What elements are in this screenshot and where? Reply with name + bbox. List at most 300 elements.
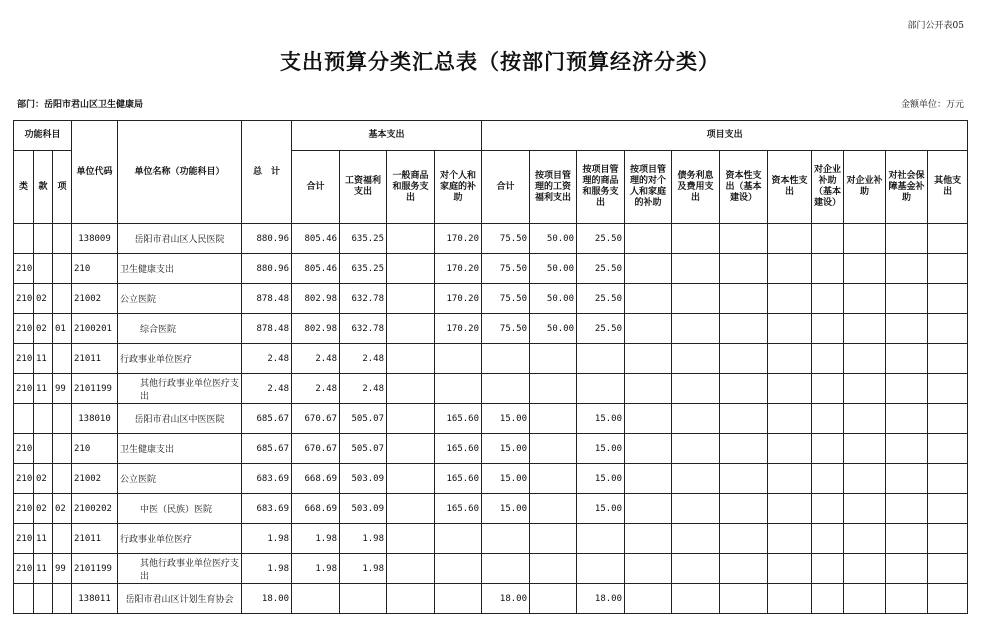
- cell-basic-sum: 802.98: [292, 284, 340, 314]
- cell-xiang: [53, 464, 72, 494]
- cell-xiang: [53, 584, 72, 614]
- cell-empty: [720, 464, 768, 494]
- cell-project-sum: [482, 374, 530, 404]
- cell-basic-sum: 1.98: [292, 554, 340, 584]
- cell-basic-sum: 2.48: [292, 344, 340, 374]
- cell-empty: [672, 434, 720, 464]
- amount-unit-label: 金额单位：万元: [900, 100, 964, 110]
- cell-lei: 210: [14, 494, 34, 524]
- cell-basic-wage: 1.98: [340, 554, 387, 584]
- cell-unit-name: 公立医院: [118, 284, 242, 314]
- header-unit-code: 单位代码: [72, 121, 118, 224]
- cell-empty: [928, 584, 968, 614]
- cell-empty: [720, 404, 768, 434]
- cell-empty: [928, 284, 968, 314]
- cell-xiang: [53, 434, 72, 464]
- cell-unit-code: 21011: [72, 344, 118, 374]
- header-kuan: 款: [34, 151, 53, 224]
- cell-unit-name: 其他行政事业单位医疗支出: [118, 554, 242, 584]
- form-number: 部门公开表05: [907, 21, 964, 31]
- cell-empty: [768, 494, 812, 524]
- cell-unit-name: 岳阳市君山区人民医院: [118, 224, 242, 254]
- cell-project-sum: [482, 524, 530, 554]
- cell-total: 683.69: [242, 494, 292, 524]
- cell-xiang: 02: [53, 494, 72, 524]
- cell-project-wage: [530, 584, 577, 614]
- cell-empty: [625, 584, 672, 614]
- cell-empty: [672, 554, 720, 584]
- cell-project-goods: [577, 344, 625, 374]
- cell-lei: 210: [14, 314, 34, 344]
- cell-empty: [812, 494, 844, 524]
- cell-kuan: 11: [34, 554, 53, 584]
- cell-basic-goods: [387, 314, 435, 344]
- cell-empty: [844, 554, 886, 584]
- cell-project-goods: 25.50: [577, 314, 625, 344]
- cell-total: 2.48: [242, 344, 292, 374]
- cell-project-goods: 25.50: [577, 254, 625, 284]
- cell-total: 2.48: [242, 374, 292, 404]
- table-row: [14, 284, 968, 314]
- table-body: [14, 224, 968, 614]
- cell-empty: [844, 254, 886, 284]
- cell-empty: [844, 374, 886, 404]
- cell-total: 880.96: [242, 224, 292, 254]
- cell-basic-family: [435, 584, 482, 614]
- cell-empty: [625, 374, 672, 404]
- cell-empty: [844, 584, 886, 614]
- cell-unit-code: 2100202: [72, 494, 118, 524]
- cell-basic-wage: [340, 584, 387, 614]
- cell-empty: [720, 554, 768, 584]
- cell-basic-wage: 632.78: [340, 314, 387, 344]
- cell-empty: [768, 464, 812, 494]
- cell-empty: [720, 224, 768, 254]
- cell-kuan: [34, 584, 53, 614]
- cell-xiang: [53, 254, 72, 284]
- cell-empty: [928, 494, 968, 524]
- cell-unit-code: 2100201: [72, 314, 118, 344]
- cell-empty: [844, 224, 886, 254]
- cell-basic-goods: [387, 404, 435, 434]
- header-project-enterprise: 对企业补助: [844, 151, 886, 224]
- cell-empty: [886, 224, 928, 254]
- header-project-family: 按项目管理的对个人和家庭的补助: [625, 151, 672, 224]
- cell-basic-wage: 1.98: [340, 524, 387, 554]
- cell-total: 685.67: [242, 434, 292, 464]
- cell-lei: [14, 404, 34, 434]
- cell-xiang: 01: [53, 314, 72, 344]
- table-row: [14, 434, 968, 464]
- cell-basic-wage: 2.48: [340, 344, 387, 374]
- cell-project-sum: 18.00: [482, 584, 530, 614]
- cell-xiang: [53, 344, 72, 374]
- cell-empty: [720, 254, 768, 284]
- cell-empty: [768, 434, 812, 464]
- cell-empty: [768, 524, 812, 554]
- cell-empty: [812, 224, 844, 254]
- header-project-debt: 债务利息及费用支出: [672, 151, 720, 224]
- cell-empty: [672, 344, 720, 374]
- cell-empty: [768, 344, 812, 374]
- cell-project-wage: [530, 404, 577, 434]
- cell-empty: [886, 464, 928, 494]
- cell-empty: [672, 584, 720, 614]
- cell-basic-wage: 505.07: [340, 434, 387, 464]
- cell-empty: [812, 404, 844, 434]
- cell-empty: [886, 584, 928, 614]
- cell-empty: [812, 314, 844, 344]
- cell-basic-goods: [387, 374, 435, 404]
- cell-empty: [844, 404, 886, 434]
- cell-basic-family: [435, 524, 482, 554]
- header-project: 项目支出: [482, 121, 968, 151]
- cell-lei: [14, 584, 34, 614]
- cell-empty: [768, 254, 812, 284]
- header-project-social-security: 对社会保障基金补助: [886, 151, 928, 224]
- cell-unit-code: 210: [72, 434, 118, 464]
- cell-basic-family: 165.60: [435, 494, 482, 524]
- cell-project-wage: [530, 344, 577, 374]
- cell-empty: [625, 494, 672, 524]
- header-project-wage: 按项目管理的工资福利支出: [530, 151, 577, 224]
- cell-empty: [625, 284, 672, 314]
- header-total: 总 计: [242, 121, 292, 224]
- cell-empty: [672, 494, 720, 524]
- cell-empty: [720, 284, 768, 314]
- cell-basic-sum: 805.46: [292, 224, 340, 254]
- cell-project-goods: 25.50: [577, 284, 625, 314]
- header-basic-wage: 工资福利支出: [340, 151, 387, 224]
- cell-basic-wage: 505.07: [340, 404, 387, 434]
- cell-basic-goods: [387, 524, 435, 554]
- cell-basic-goods: [387, 584, 435, 614]
- cell-empty: [672, 284, 720, 314]
- cell-basic-family: 170.20: [435, 224, 482, 254]
- cell-basic-goods: [387, 464, 435, 494]
- cell-total: 880.96: [242, 254, 292, 284]
- cell-empty: [928, 254, 968, 284]
- cell-empty: [768, 374, 812, 404]
- cell-project-goods: 25.50: [577, 224, 625, 254]
- cell-empty: [720, 584, 768, 614]
- cell-project-wage: [530, 374, 577, 404]
- table-row: [14, 524, 968, 554]
- cell-project-sum: 15.00: [482, 464, 530, 494]
- cell-empty: [928, 434, 968, 464]
- cell-unit-code: 138011: [72, 584, 118, 614]
- cell-empty: [625, 554, 672, 584]
- cell-empty: [625, 314, 672, 344]
- cell-lei: [14, 224, 34, 254]
- cell-empty: [625, 404, 672, 434]
- cell-basic-sum: 2.48: [292, 374, 340, 404]
- cell-kuan: 02: [34, 314, 53, 344]
- cell-unit-name: 岳阳市君山区计划生育协会: [118, 584, 242, 614]
- cell-empty: [672, 374, 720, 404]
- cell-basic-wage: 635.25: [340, 224, 387, 254]
- cell-unit-code: 2101199: [72, 374, 118, 404]
- header-project-goods: 按项目管理的商品和服务支出: [577, 151, 625, 224]
- cell-basic-wage: 635.25: [340, 254, 387, 284]
- header-basic: 基本支出: [292, 121, 482, 151]
- cell-empty: [928, 464, 968, 494]
- cell-unit-code: 21002: [72, 284, 118, 314]
- cell-empty: [720, 494, 768, 524]
- cell-basic-family: 165.60: [435, 434, 482, 464]
- cell-project-sum: 15.00: [482, 404, 530, 434]
- cell-kuan: [34, 224, 53, 254]
- cell-basic-family: [435, 554, 482, 584]
- cell-basic-sum: 668.69: [292, 464, 340, 494]
- cell-basic-family: 165.60: [435, 404, 482, 434]
- header-project-enterprise-build: 对企业补助（基本建设）: [812, 151, 844, 224]
- cell-project-goods: 15.00: [577, 494, 625, 524]
- header-basic-goods: 一般商品和服务支出: [387, 151, 435, 224]
- cell-unit-code: 21011: [72, 524, 118, 554]
- header-project-sum: 合计: [482, 151, 530, 224]
- cell-xiang: 99: [53, 374, 72, 404]
- cell-empty: [928, 524, 968, 554]
- table-row: [14, 344, 968, 374]
- cell-empty: [812, 434, 844, 464]
- cell-empty: [812, 464, 844, 494]
- cell-empty: [928, 314, 968, 344]
- table-row: [14, 254, 968, 284]
- cell-basic-goods: [387, 554, 435, 584]
- cell-basic-goods: [387, 494, 435, 524]
- cell-project-goods: 15.00: [577, 434, 625, 464]
- cell-empty: [886, 404, 928, 434]
- cell-unit-name: 行政事业单位医疗: [118, 524, 242, 554]
- cell-unit-code: 138010: [72, 404, 118, 434]
- cell-empty: [886, 554, 928, 584]
- cell-kuan: 02: [34, 464, 53, 494]
- cell-total: 1.98: [242, 554, 292, 584]
- cell-empty: [672, 464, 720, 494]
- cell-xiang: [53, 284, 72, 314]
- cell-empty: [768, 224, 812, 254]
- cell-project-wage: [530, 434, 577, 464]
- cell-empty: [886, 494, 928, 524]
- cell-project-wage: 50.00: [530, 254, 577, 284]
- cell-empty: [768, 284, 812, 314]
- header-xiang: 项: [53, 151, 72, 224]
- table-row: [14, 464, 968, 494]
- cell-basic-sum: 670.67: [292, 404, 340, 434]
- cell-basic-wage: 2.48: [340, 374, 387, 404]
- table-row: [14, 374, 968, 404]
- cell-xiang: 99: [53, 554, 72, 584]
- cell-basic-goods: [387, 434, 435, 464]
- cell-empty: [812, 554, 844, 584]
- cell-basic-family: [435, 374, 482, 404]
- cell-empty: [928, 404, 968, 434]
- cell-basic-goods: [387, 254, 435, 284]
- cell-empty: [886, 374, 928, 404]
- cell-lei: 210: [14, 344, 34, 374]
- cell-basic-sum: 668.69: [292, 494, 340, 524]
- cell-empty: [844, 524, 886, 554]
- table-row: [14, 554, 968, 584]
- header-project-capital-build: 资本性支出（基本建设）: [720, 151, 768, 224]
- cell-lei: 210: [14, 254, 34, 284]
- table-row: [14, 494, 968, 524]
- header-lei: 类: [14, 151, 34, 224]
- cell-kuan: [34, 404, 53, 434]
- cell-empty: [928, 224, 968, 254]
- cell-empty: [812, 344, 844, 374]
- cell-empty: [768, 554, 812, 584]
- cell-xiang: [53, 224, 72, 254]
- cell-empty: [768, 404, 812, 434]
- cell-kuan: [34, 254, 53, 284]
- header-func-subject: 功能科目: [14, 121, 72, 151]
- cell-unit-name: 综合医院: [118, 314, 242, 344]
- header-unit-name: 单位名称（功能科目）: [118, 121, 242, 224]
- cell-empty: [886, 434, 928, 464]
- cell-basic-sum: 670.67: [292, 434, 340, 464]
- cell-empty: [886, 344, 928, 374]
- cell-empty: [928, 374, 968, 404]
- cell-empty: [928, 554, 968, 584]
- cell-lei: 210: [14, 284, 34, 314]
- cell-project-sum: 75.50: [482, 284, 530, 314]
- cell-basic-family: 170.20: [435, 314, 482, 344]
- cell-lei: 210: [14, 464, 34, 494]
- cell-project-wage: [530, 464, 577, 494]
- cell-basic-goods: [387, 224, 435, 254]
- cell-empty: [812, 254, 844, 284]
- cell-empty: [886, 314, 928, 344]
- cell-project-sum: [482, 554, 530, 584]
- cell-empty: [672, 254, 720, 284]
- cell-empty: [844, 464, 886, 494]
- cell-total: 878.48: [242, 284, 292, 314]
- cell-kuan: 11: [34, 344, 53, 374]
- cell-unit-name: 中医（民族）医院: [118, 494, 242, 524]
- cell-unit-name: 其他行政事业单位医疗支出: [118, 374, 242, 404]
- cell-empty: [886, 284, 928, 314]
- cell-empty: [672, 404, 720, 434]
- department-label: 部门：岳阳市君山区卫生健康局: [17, 100, 144, 110]
- cell-project-sum: [482, 344, 530, 374]
- cell-project-goods: [577, 554, 625, 584]
- cell-basic-wage: 503.09: [340, 464, 387, 494]
- cell-basic-sum: 805.46: [292, 254, 340, 284]
- cell-unit-code: 2101199: [72, 554, 118, 584]
- cell-lei: 210: [14, 554, 34, 584]
- cell-empty: [720, 524, 768, 554]
- cell-unit-code: 138009: [72, 224, 118, 254]
- cell-basic-family: [435, 344, 482, 374]
- cell-basic-sum: 1.98: [292, 524, 340, 554]
- table-row: [14, 584, 968, 614]
- budget-table: [13, 120, 968, 614]
- cell-empty: [768, 584, 812, 614]
- cell-empty: [625, 464, 672, 494]
- cell-project-goods: 18.00: [577, 584, 625, 614]
- cell-kuan: 02: [34, 494, 53, 524]
- table-row: [14, 224, 968, 254]
- header-project-other: 其他支出: [928, 151, 968, 224]
- cell-unit-name: 公立医院: [118, 464, 242, 494]
- cell-empty: [812, 584, 844, 614]
- page-title: 支出预算分类汇总表（按部门预算经济分类）: [280, 49, 720, 74]
- cell-project-wage: [530, 524, 577, 554]
- cell-empty: [720, 374, 768, 404]
- cell-project-wage: [530, 494, 577, 524]
- cell-empty: [844, 434, 886, 464]
- cell-empty: [720, 344, 768, 374]
- cell-empty: [812, 524, 844, 554]
- cell-empty: [768, 314, 812, 344]
- cell-kuan: 02: [34, 284, 53, 314]
- cell-empty: [625, 344, 672, 374]
- cell-lei: 210: [14, 524, 34, 554]
- cell-unit-name: 卫生健康支出: [118, 254, 242, 284]
- cell-lei: 210: [14, 374, 34, 404]
- cell-project-goods: 15.00: [577, 404, 625, 434]
- cell-empty: [672, 314, 720, 344]
- cell-total: 878.48: [242, 314, 292, 344]
- cell-project-sum: 75.50: [482, 314, 530, 344]
- cell-empty: [720, 314, 768, 344]
- cell-empty: [886, 254, 928, 284]
- cell-project-goods: [577, 524, 625, 554]
- cell-basic-sum: [292, 584, 340, 614]
- cell-basic-family: 170.20: [435, 284, 482, 314]
- cell-empty: [886, 524, 928, 554]
- cell-project-sum: 15.00: [482, 494, 530, 524]
- cell-unit-code: 210: [72, 254, 118, 284]
- header-basic-family: 对个人和家庭的补助: [435, 151, 482, 224]
- cell-empty: [672, 524, 720, 554]
- cell-empty: [844, 284, 886, 314]
- cell-kuan: 11: [34, 374, 53, 404]
- cell-project-goods: [577, 374, 625, 404]
- cell-unit-name: 行政事业单位医疗: [118, 344, 242, 374]
- cell-basic-goods: [387, 284, 435, 314]
- cell-project-sum: 75.50: [482, 254, 530, 284]
- cell-basic-wage: 632.78: [340, 284, 387, 314]
- cell-basic-wage: 503.09: [340, 494, 387, 524]
- cell-empty: [625, 434, 672, 464]
- cell-empty: [844, 344, 886, 374]
- cell-empty: [844, 314, 886, 344]
- cell-unit-name: 岳阳市君山区中医医院: [118, 404, 242, 434]
- cell-empty: [720, 434, 768, 464]
- cell-unit-code: 21002: [72, 464, 118, 494]
- cell-empty: [672, 224, 720, 254]
- cell-empty: [625, 224, 672, 254]
- cell-project-wage: 50.00: [530, 224, 577, 254]
- cell-basic-family: 170.20: [435, 254, 482, 284]
- cell-empty: [928, 344, 968, 374]
- header-project-capital: 资本性支出: [768, 151, 812, 224]
- cell-total: 683.69: [242, 464, 292, 494]
- cell-basic-family: 165.60: [435, 464, 482, 494]
- cell-lei: 210: [14, 434, 34, 464]
- cell-project-sum: 75.50: [482, 224, 530, 254]
- table-header: [14, 121, 968, 224]
- cell-project-goods: 15.00: [577, 464, 625, 494]
- cell-xiang: [53, 404, 72, 434]
- cell-basic-goods: [387, 344, 435, 374]
- header-basic-sum: 合计: [292, 151, 340, 224]
- cell-empty: [812, 284, 844, 314]
- cell-empty: [844, 494, 886, 524]
